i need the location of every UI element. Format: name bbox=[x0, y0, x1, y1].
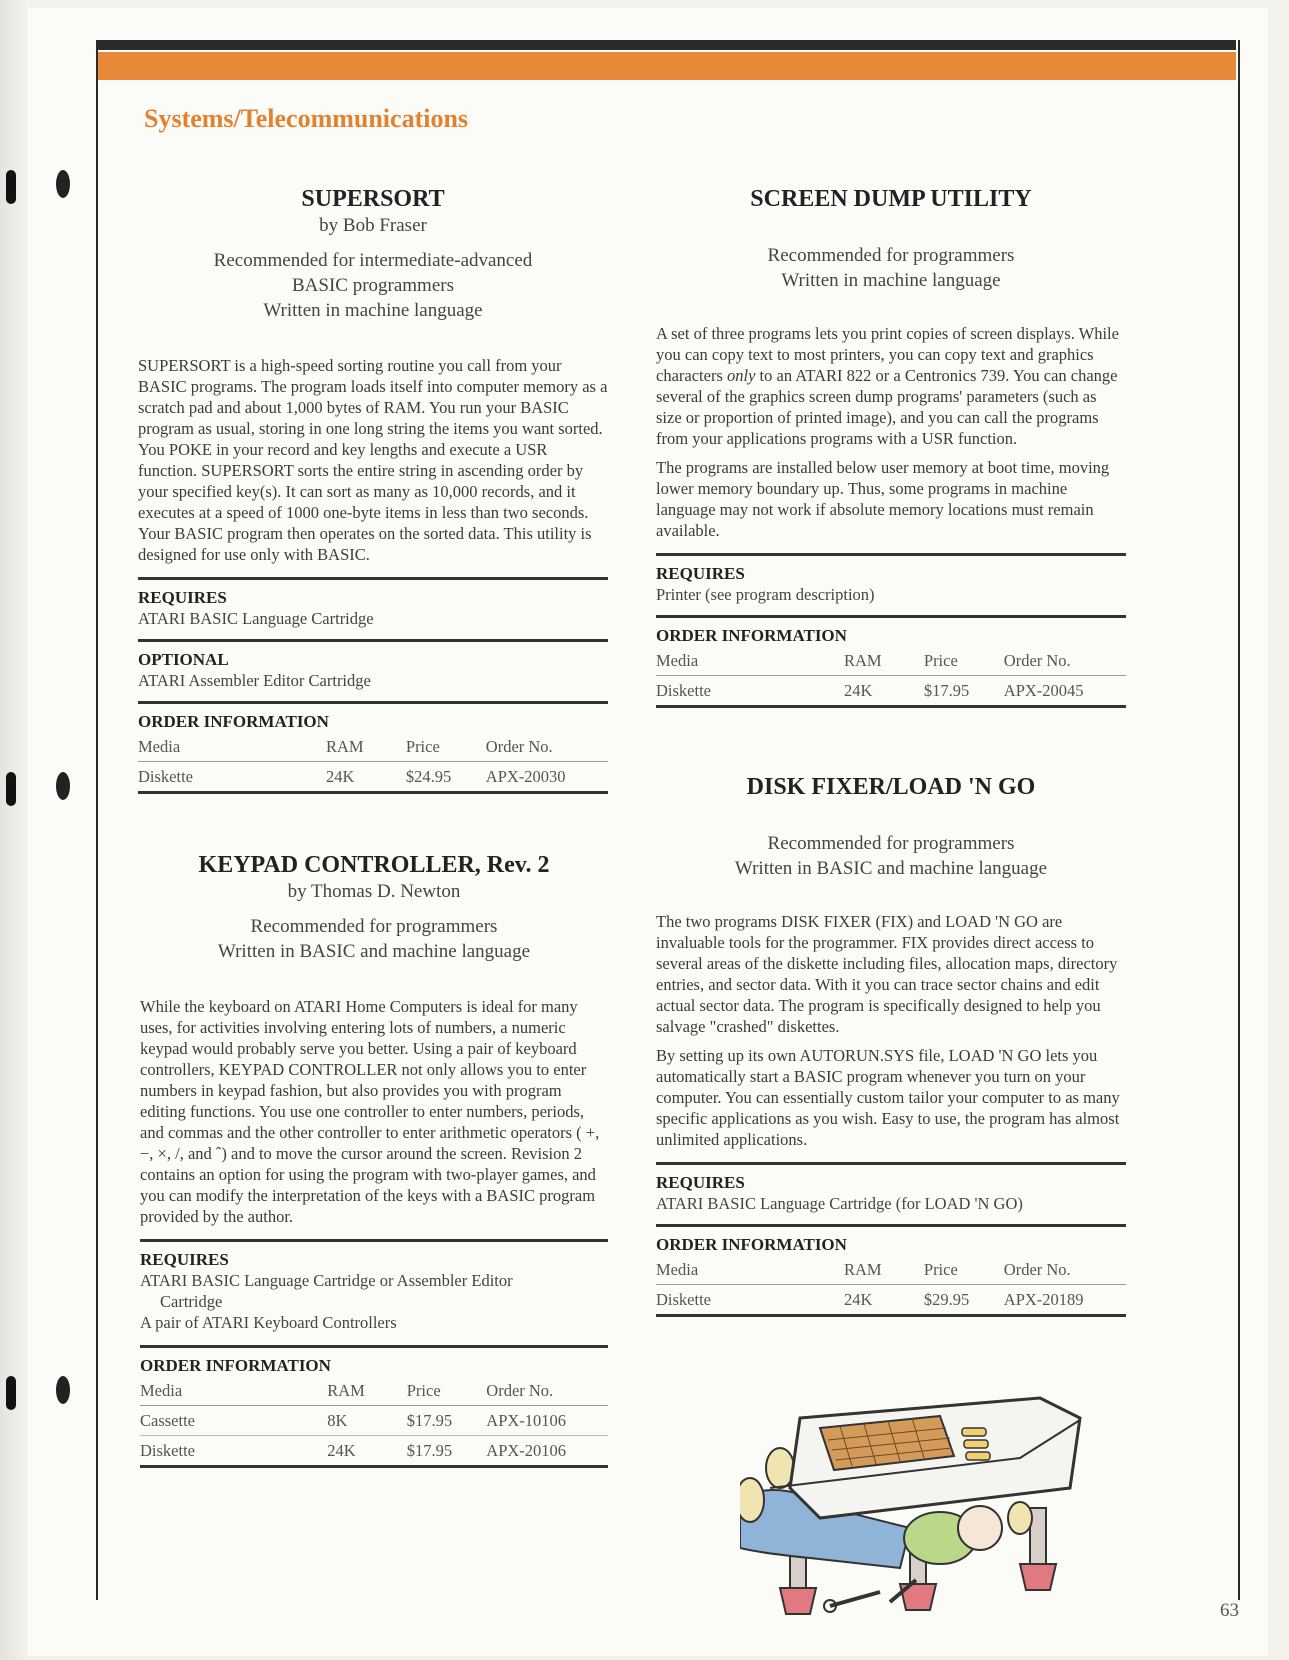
table-header-row bbox=[656, 646, 1126, 676]
price-cell: $29.95 bbox=[924, 1285, 1004, 1316]
order-info-label: ORDER INFORMATION bbox=[656, 626, 847, 645]
order-no-cell: APX-20030 bbox=[486, 762, 608, 793]
recommendation-line: Recommended for programmers bbox=[767, 833, 1015, 854]
media-cell: Diskette bbox=[656, 1285, 844, 1316]
section-title: Systems/Telecommunications bbox=[144, 104, 469, 133]
product-description: The programs are installed below user memory at boot time, moving lower memory boundary up. Thus, some programs in machine language may not work if absolute memory locations must remain available. bbox=[656, 458, 1110, 540]
col-media-header: Media bbox=[656, 1255, 844, 1285]
col-price-header: Price bbox=[924, 1255, 1004, 1285]
col-price-header: Price bbox=[407, 1376, 487, 1406]
requires-value: ATARI BASIC Language Cartridge or Assembler Editor bbox=[140, 1271, 513, 1290]
binder-ring-icon bbox=[56, 772, 70, 800]
media-cell: Diskette bbox=[656, 676, 844, 707]
ram-cell: 24K bbox=[327, 1436, 407, 1467]
ram-cell: 24K bbox=[844, 676, 924, 707]
media-cell: Diskette bbox=[140, 1436, 327, 1467]
ram-cell: 24K bbox=[844, 1285, 924, 1316]
product-title: SCREEN DUMP UTILITY bbox=[750, 186, 1032, 212]
requires-label: REQUIRES bbox=[140, 1250, 229, 1269]
requires-value: ATARI BASIC Language Cartridge bbox=[138, 609, 374, 628]
col-ram-header: RAM bbox=[844, 646, 924, 676]
product-description: By setting up its own AUTORUN.SYS file, LOAD 'N GO lets you automatically start a BASIC program whenever you turn on your computer. You can essentially custom tailor your computer to as many specific applications as you wish. Easy to use, the program has almost unlimited applications. bbox=[656, 1046, 1120, 1149]
binder-hole-icon bbox=[6, 772, 16, 806]
requires-value: Printer (see program description) bbox=[656, 585, 875, 604]
media-cell: Cassette bbox=[140, 1406, 327, 1436]
page-number: 63 bbox=[1220, 1600, 1239, 1621]
ram-cell: 8K bbox=[327, 1406, 407, 1436]
col-ram-header: RAM bbox=[844, 1255, 924, 1285]
recommendation-line: Recommended for intermediate-advanced bbox=[213, 250, 533, 271]
product-author: by Thomas D. Newton bbox=[287, 881, 461, 902]
product-description: SUPERSORT is a high-speed sorting routine you call from your BASIC programs. The program loads itself into computer memory as a scratch pad and about 1,000 bytes of RAM. You run your BASIC program as usual, storing in one long string the items you want sorted. You POKE in your record and key lengths and execute a USR function. SUPERSORT sorts the entire string in ascending order by your specified key(s). It can sort as many as 10,000 records, and it executes at a speed of 1000 one-byte items in less than two seconds. Your BASIC program then operates on the sorted data. This utility is designed for use only with BASIC. bbox=[138, 356, 608, 564]
order-no-cell: APX-20106 bbox=[486, 1436, 608, 1467]
language-line: Written in BASIC and machine language bbox=[217, 941, 531, 962]
recommendation-line: BASIC programmers bbox=[291, 275, 454, 296]
screen-dump-entry bbox=[656, 186, 1126, 708]
col-ram-header: RAM bbox=[326, 732, 406, 762]
recommendation-line: Recommended for programmers bbox=[250, 916, 498, 937]
col-order-header: Order No. bbox=[1004, 646, 1126, 676]
order-info-label: ORDER INFORMATION bbox=[138, 712, 329, 731]
table-header-row bbox=[140, 1376, 608, 1406]
product-title: KEYPAD CONTROLLER, Rev. 2 bbox=[198, 852, 550, 878]
price-cell: $17.95 bbox=[924, 676, 1004, 707]
product-description bbox=[656, 323, 1126, 449]
order-table bbox=[656, 1255, 1126, 1317]
col-media-header: Media bbox=[140, 1376, 327, 1406]
optional-value: ATARI Assembler Editor Cartridge bbox=[138, 671, 371, 690]
price-cell: $17.95 bbox=[407, 1436, 487, 1467]
table-row bbox=[138, 762, 608, 793]
requires-value: Cartridge bbox=[160, 1292, 223, 1311]
binder-edge bbox=[0, 0, 28, 1660]
table-header-row bbox=[138, 732, 608, 762]
language-line: Written in machine language bbox=[781, 270, 1001, 291]
recommendation-line: Recommended for programmers bbox=[767, 245, 1015, 266]
binder-hole-icon bbox=[6, 1376, 16, 1410]
binder-hole-icon bbox=[6, 170, 16, 204]
supersort-entry bbox=[138, 186, 608, 794]
product-author: by Bob Fraser bbox=[319, 215, 427, 236]
col-media-header: Media bbox=[138, 732, 326, 762]
order-no-cell: APX-10106 bbox=[486, 1406, 608, 1436]
binder-ring-icon bbox=[56, 170, 70, 198]
col-ram-header: RAM bbox=[327, 1376, 407, 1406]
order-table bbox=[656, 646, 1126, 708]
order-info-label: ORDER INFORMATION bbox=[656, 1235, 847, 1254]
col-price-header: Price bbox=[924, 646, 1004, 676]
order-table bbox=[140, 1376, 608, 1468]
order-table bbox=[138, 732, 608, 794]
keypad-controller-entry bbox=[140, 852, 608, 1468]
table-header-row bbox=[656, 1255, 1126, 1285]
disk-fixer-entry bbox=[656, 774, 1126, 1317]
order-no-cell: APX-20045 bbox=[1004, 676, 1126, 707]
price-cell: $17.95 bbox=[407, 1406, 487, 1436]
table-row bbox=[140, 1406, 608, 1436]
binder-ring-icon bbox=[56, 1376, 70, 1404]
product-title: SUPERSORT bbox=[301, 186, 445, 212]
computer-fixer-illustration-icon bbox=[740, 1388, 1120, 1618]
header-dark-bar bbox=[98, 40, 1236, 50]
requires-value: A pair of ATARI Keyboard Controllers bbox=[140, 1313, 397, 1332]
description-emphasis: only bbox=[727, 366, 756, 385]
requires-value: ATARI BASIC Language Cartridge (for LOAD 'N GO) bbox=[656, 1194, 1023, 1213]
language-line: Written in BASIC and machine language bbox=[734, 858, 1048, 879]
product-description: While the keyboard on ATARI Home Computers is ideal for many uses, for activities involving entering lots of numbers, a numeric keypad would probably serve you better. Using a pair of keyboard controllers, KEYPAD CONTROLLER not only allows you to enter numbers in keypad fashion, but also provides you with program editing functions. You use one controller to enter numbers, periods, and commas and the other controller to enter arithmetic operators ( +, −, ×, /, and ˆ) and to move the cursor around the screen. Revision 2 contains an option for using the program with two-player games, and you can modify the interpretation of the keys with a BASIC program provided by the author. bbox=[140, 997, 600, 1226]
requires-label: REQUIRES bbox=[138, 588, 227, 607]
table-row bbox=[656, 1285, 1126, 1316]
price-cell: $24.95 bbox=[406, 762, 486, 793]
order-no-cell: APX-20189 bbox=[1004, 1285, 1126, 1316]
order-info-label: ORDER INFORMATION bbox=[140, 1356, 331, 1375]
description-text: A set of three programs lets you print copies of screen displays. While you can copy text to most printers, you can copy text and graphics characters bbox=[656, 324, 1119, 385]
product-description: The two programs DISK FIXER (FIX) and LOAD 'N GO are invaluable tools for the programmer. FIX provides direct access to several areas of the diskette including files, allocation maps, directory entries, and sector data. With it you can trace sector chains and edit actual sector data. The program is specifically designed to help you salvage "crashed" diskettes. bbox=[656, 912, 1118, 1036]
optional-label: OPTIONAL bbox=[138, 650, 229, 669]
table-row bbox=[656, 676, 1126, 707]
requires-label: REQUIRES bbox=[656, 564, 745, 583]
product-title: DISK FIXER/LOAD 'N GO bbox=[746, 774, 1036, 800]
col-media-header: Media bbox=[656, 646, 844, 676]
col-order-header: Order No. bbox=[486, 732, 608, 762]
media-cell: Diskette bbox=[138, 762, 326, 793]
ram-cell: 24K bbox=[326, 762, 406, 793]
language-line: Written in machine language bbox=[263, 300, 483, 321]
col-price-header: Price bbox=[406, 732, 486, 762]
col-order-header: Order No. bbox=[1004, 1255, 1126, 1285]
description-text: to an ATARI 822 or a Centronics 739. You can change several of the graphics screen dump programs' parameters (such as size or proportion of printed image), and you can call the programs from your applications programs with a USR function. bbox=[656, 366, 1118, 448]
col-order-header: Order No. bbox=[486, 1376, 608, 1406]
header-orange-bar bbox=[98, 52, 1236, 80]
requires-label: REQUIRES bbox=[656, 1173, 745, 1192]
table-row bbox=[140, 1436, 608, 1467]
